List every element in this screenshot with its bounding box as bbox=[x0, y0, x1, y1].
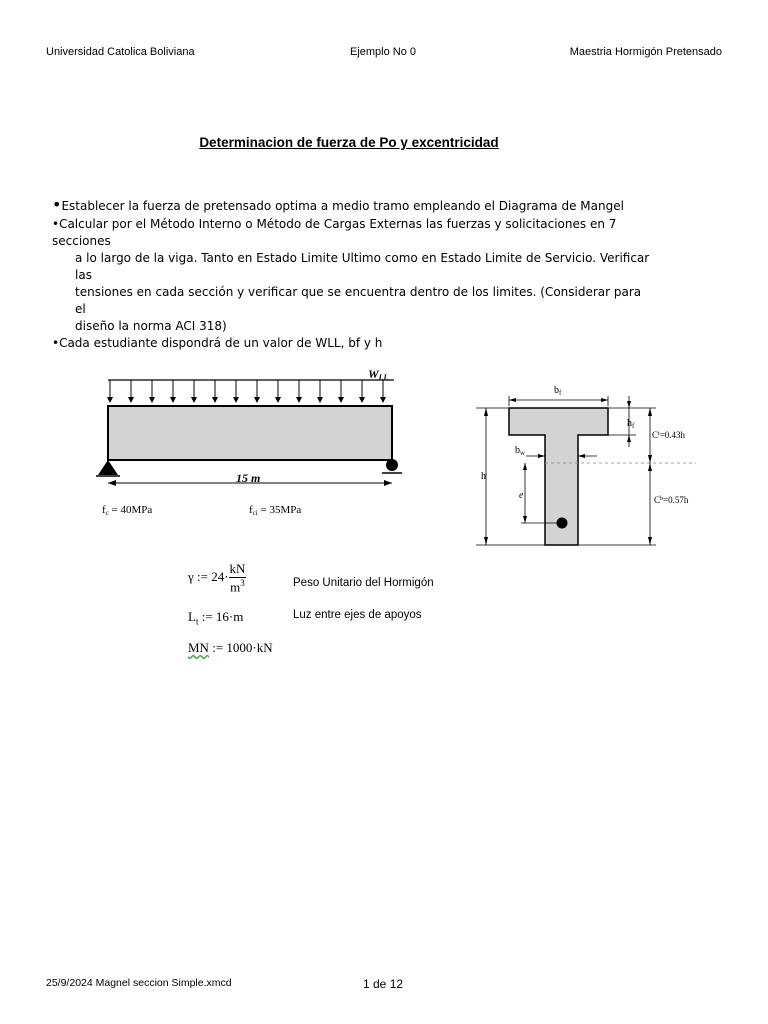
equation-mn bbox=[188, 640, 273, 656]
bullet-text: Calcular por el Método Interno o Método de Cargas Externas las fuerzas y solicitaciones en 7 secciones bbox=[52, 217, 617, 248]
equation-gamma-desc: Peso Unitario del Hormigón bbox=[293, 577, 434, 589]
h-label: h bbox=[481, 471, 486, 482]
equation-lt: $L_t$ := 16·m bbox=[188, 609, 244, 627]
fci-label: fci = 35MPa bbox=[249, 504, 302, 517]
eq-assign: := bbox=[212, 640, 224, 655]
span-label: 15 m bbox=[236, 471, 261, 485]
bullet-text: a lo largo de la viga. Tanto en Estado Limite Ultimo como en Estado Limite de Servicio. Verificar las bbox=[75, 251, 650, 282]
bullet-item bbox=[52, 216, 652, 335]
cb-label: $C^b=0.57h$ bbox=[654, 495, 689, 505]
bf-label: $b_f$ bbox=[554, 385, 562, 397]
bullet-list bbox=[52, 196, 652, 352]
bullet-text: Cada estudiante dispondrá de un valor de WLL, bf y h bbox=[59, 336, 383, 350]
roller-support bbox=[386, 459, 398, 471]
eq-value: 24· bbox=[211, 569, 229, 585]
eq-fraction: $\frac{kN}{m^3}$ bbox=[229, 561, 246, 595]
eq-assign: := bbox=[197, 569, 208, 585]
header-example: Ejemplo No 0 bbox=[350, 46, 417, 58]
bullet-marker: • bbox=[52, 217, 60, 231]
header-course: Maestria Hormigón Pretensado bbox=[569, 46, 722, 58]
bullet-marker: • bbox=[52, 195, 62, 214]
fc-label: fc = 40MPa bbox=[102, 504, 153, 517]
tendon-dot bbox=[557, 518, 568, 529]
eq-value: 16·m bbox=[215, 609, 244, 624]
bullet-text: tensiones en cada sección y verificar que se encuentra dentro de los limites. (Considerar para el bbox=[75, 285, 642, 316]
t-section-diagram bbox=[466, 366, 716, 551]
eq-lhs: MN bbox=[188, 640, 209, 655]
beam-body bbox=[108, 406, 392, 460]
bullet-marker: • bbox=[52, 336, 60, 350]
eq-value: 1000·kN bbox=[226, 640, 273, 655]
header-institution: Universidad Catolica Boliviana bbox=[46, 46, 195, 58]
bullet-text: Establecer la fuerza de pretensado optima a medio tramo empleando el Diagrama de Mangel bbox=[61, 199, 624, 213]
hf-label: $h_f$ bbox=[627, 418, 635, 430]
ct-label: $C^t=0.43h$ bbox=[652, 430, 686, 440]
bullet-item bbox=[52, 196, 652, 215]
e-label: e bbox=[519, 490, 524, 501]
distributed-load-arrows bbox=[110, 380, 383, 399]
eq-lhs: γ bbox=[188, 569, 194, 585]
equation-gamma bbox=[188, 561, 246, 595]
page-title: Determinacion de fuerza de Po y excentricidad bbox=[199, 135, 499, 150]
bullet-item bbox=[52, 335, 652, 352]
eq-lhs: L bbox=[188, 609, 196, 624]
pin-support bbox=[98, 460, 118, 475]
load-label: WLL bbox=[368, 367, 389, 382]
bullet-text: diseño la norma ACI 318) bbox=[75, 319, 227, 333]
bw-label: $b_w$ bbox=[515, 445, 526, 457]
eq-assign: := bbox=[201, 609, 213, 624]
equation-lt-desc: Luz entre ejes de apoyos bbox=[293, 609, 422, 621]
footer-filename: 25/9/2024 Magnel seccion Simple.xmcd bbox=[46, 977, 232, 989]
footer-page-number: 1 de 12 bbox=[363, 977, 404, 991]
beam-diagram bbox=[96, 365, 406, 525]
